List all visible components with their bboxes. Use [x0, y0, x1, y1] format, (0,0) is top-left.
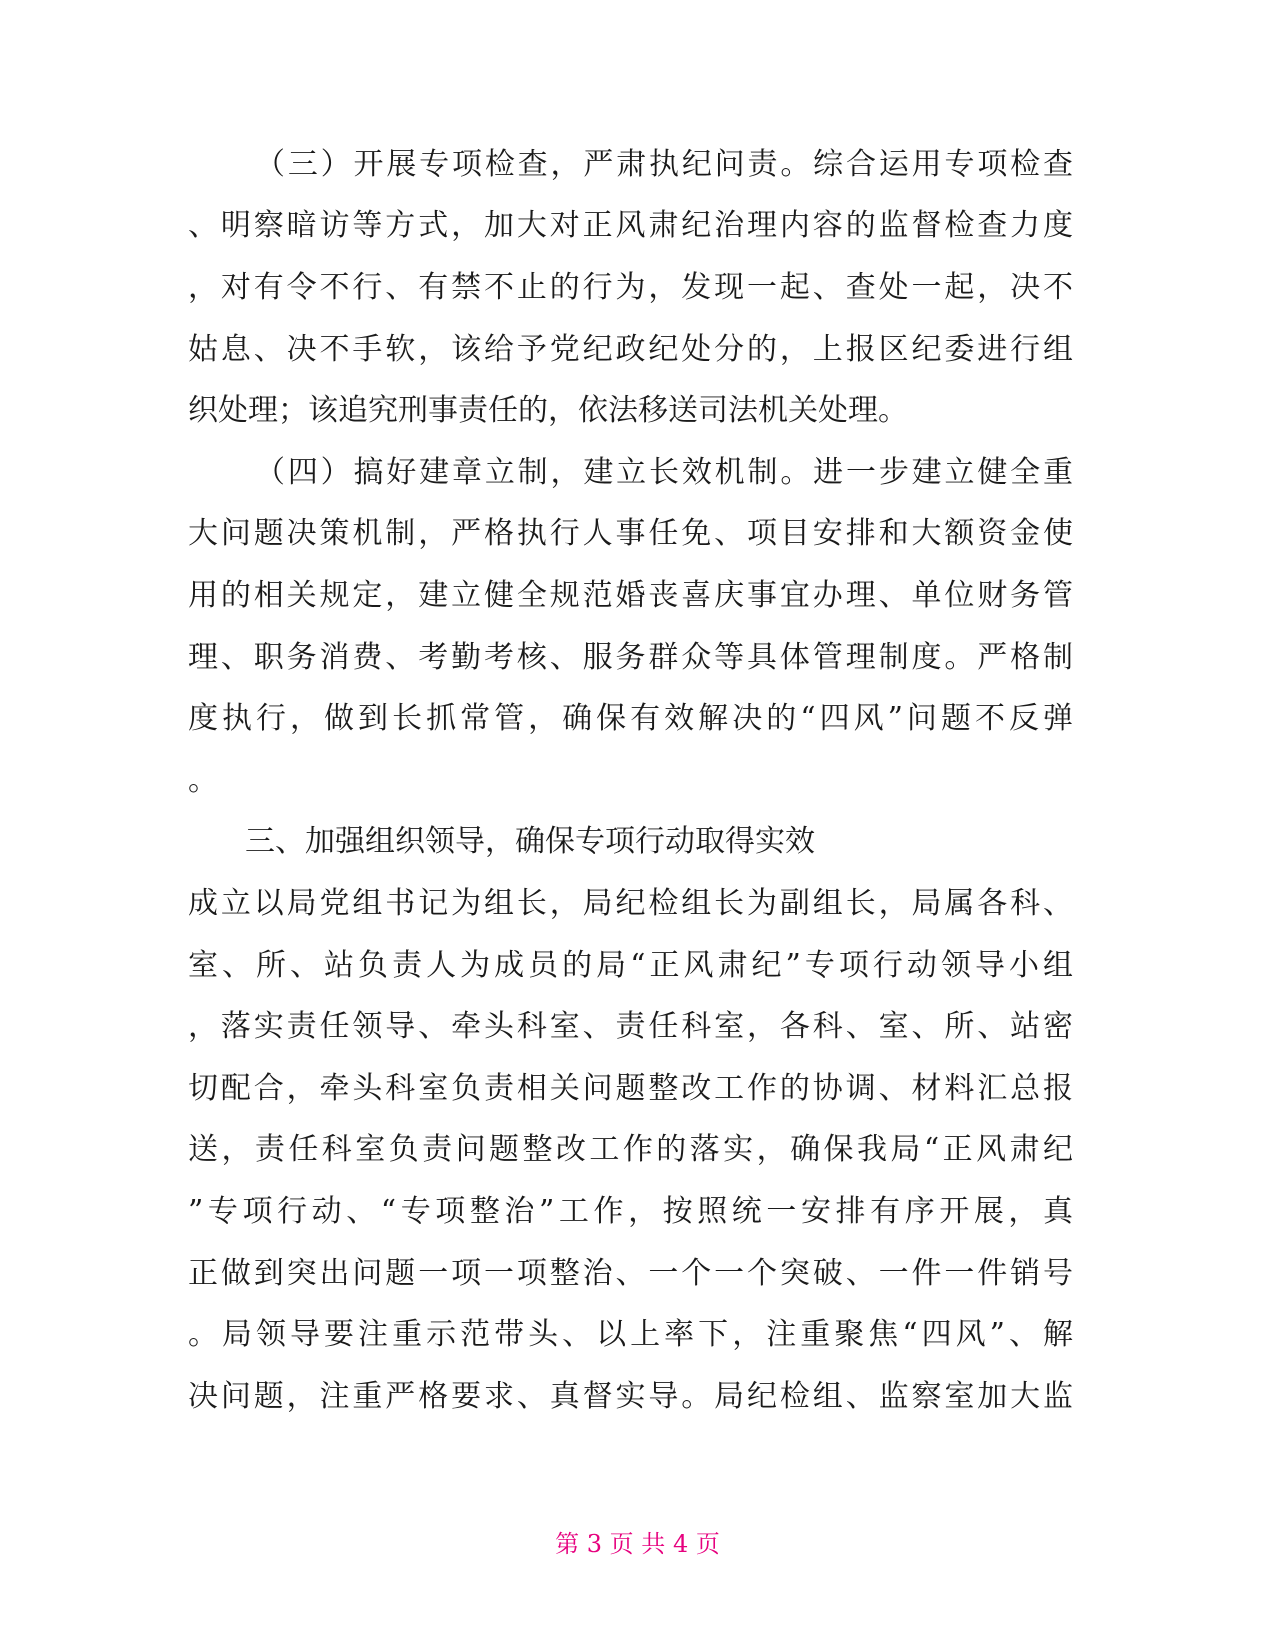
paragraph-line: 。	[188, 763, 218, 798]
paragraph-line: 织处理；该追究刑事责任的，依法移送司法机关处理。	[188, 393, 908, 428]
paragraph-line: ，对有令不行、有禁不止的行为，发现一起、查处一起，决不	[188, 270, 1073, 305]
current-page-number: 3	[586, 1530, 603, 1558]
footer-prefix: 第	[555, 1530, 580, 1558]
paragraph-line: 大问题决策机制，严格执行人事任免、项目安排和大额资金使	[188, 516, 1073, 551]
footer-suffix: 页	[695, 1530, 720, 1558]
page-footer	[0, 1524, 1275, 1564]
paragraph-line: 正做到突出问题一项一项整治、一个一个突破、一件一件销号	[188, 1256, 1073, 1291]
paragraph-line: ”专项行动、“专项整治”工作，按照统一安排有序开展，真	[188, 1194, 1073, 1229]
paragraph-line: 。局领导要注重示范带头、以上率下，注重聚焦“四风”、解	[188, 1317, 1073, 1352]
paragraph-line: ，落实责任领导、牵头科室、责任科室，各科、室、所、站密	[188, 1009, 1073, 1044]
paragraph-line: 姑息、决不手软，该给予党纪政纪处分的，上报区纪委进行组	[188, 332, 1073, 367]
paragraph-line: 室、所、站负责人为成员的局“正风肃纪”专项行动领导小组	[188, 948, 1073, 983]
paragraph-line: 理、职务消费、考勤考核、服务群众等具体管理制度。严格制	[188, 640, 1073, 675]
total-pages-number: 4	[672, 1530, 689, 1558]
paragraph-line: 决问题，注重严格要求、真督实导。局纪检组、监察室加大监	[188, 1379, 1073, 1414]
paragraph-line: （四）搞好建章立制，建立长效机制。进一步建立健全重	[255, 455, 1073, 490]
paragraph-line: 送，责任科室负责问题整改工作的落实，确保我局“正风肃纪	[188, 1132, 1073, 1167]
paragraph-line: （三）开展专项检查，严肃执纪问责。综合运用专项检查	[255, 147, 1073, 182]
paragraph-line: 成立以局党组书记为组长，局纪检组长为副组长，局属各科、	[188, 886, 1073, 921]
paragraph-line: 切配合，牵头科室负责相关问题整改工作的协调、材料汇总报	[188, 1071, 1073, 1106]
footer-middle: 页 共	[609, 1530, 666, 1558]
section-heading: 三、加强组织领导，确保专项行动取得实效	[245, 824, 815, 859]
paragraph-line: 用的相关规定，建立健全规范婚丧喜庆事宜办理、单位财务管	[188, 578, 1073, 613]
paragraph-line: 、明察暗访等方式，加大对正风肃纪治理内容的监督检查力度	[188, 208, 1073, 243]
paragraph-line: 度执行，做到长抓常管，确保有效解决的“四风”问题不反弹	[188, 701, 1073, 736]
